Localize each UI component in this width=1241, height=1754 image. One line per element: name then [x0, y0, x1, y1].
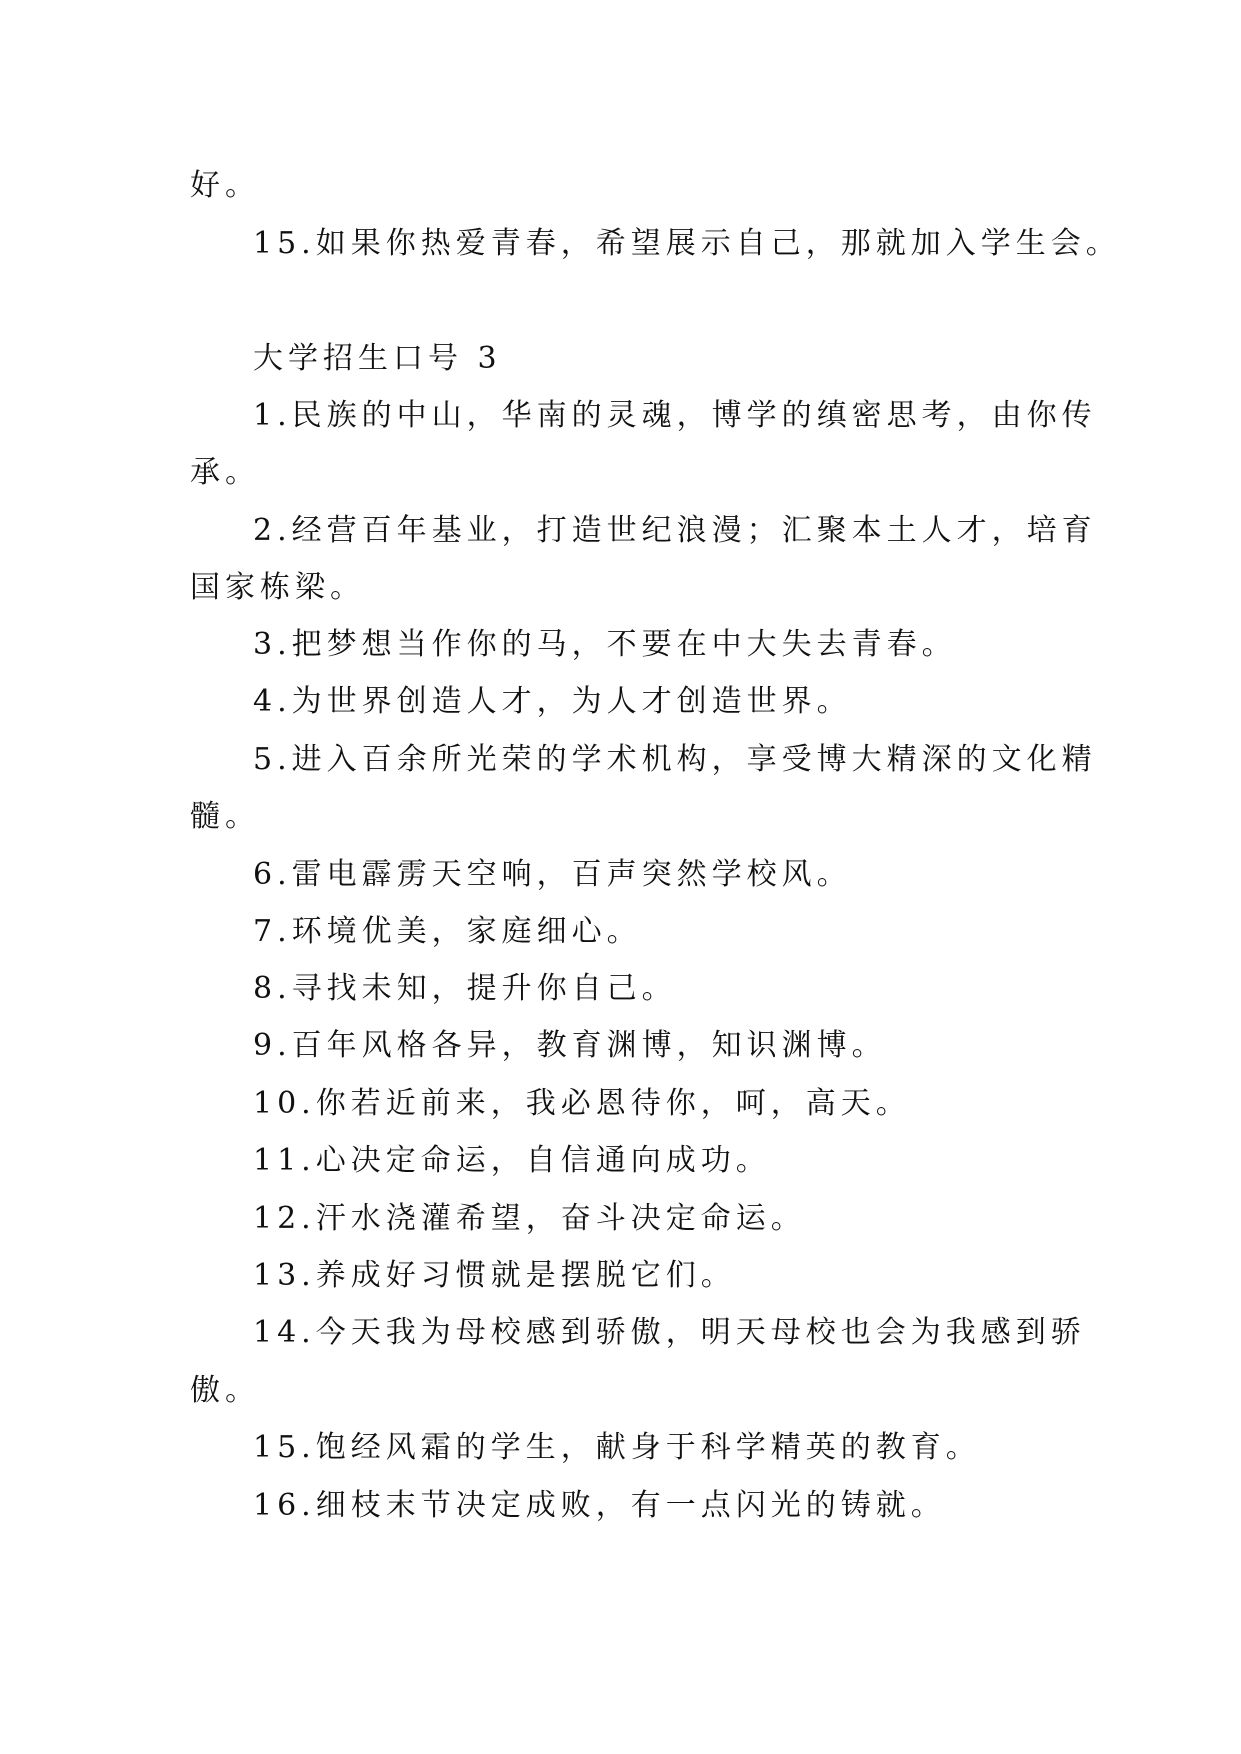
text-line: 承。	[190, 455, 260, 490]
text-line: 10.你若近前来，我必恩待你，呵，高天。	[253, 1086, 911, 1121]
text-line: 国家栋梁。	[190, 570, 365, 605]
text-line: 髓。	[190, 799, 260, 834]
text-line: 5.进入百余所光荣的学术机构，享受博大精深的文化精	[253, 742, 1097, 777]
text-line: 11.心决定命运，自信通向成功。	[253, 1143, 771, 1178]
text-line: 好。	[190, 168, 260, 203]
text-line: 4.为世界创造人才，为人才创造世界。	[253, 684, 852, 719]
text-line: 6.雷电霹雳天空响，百声突然学校风。	[253, 857, 852, 892]
text-line: 13.养成好习惯就是摆脱它们。	[253, 1258, 736, 1293]
text-line: 8.寻找未知，提升你自己。	[253, 971, 677, 1006]
text-line: 2.经营百年基业，打造世纪浪漫；汇聚本土人才，培育	[253, 513, 1097, 548]
text-line: 14.今天我为母校感到骄傲，明天母校也会为我感到骄	[253, 1315, 1086, 1350]
text-line: 15.饱经风霜的学生，献身于科学精英的教育。	[253, 1430, 981, 1465]
section-heading: 大学招生口号 3	[253, 341, 502, 376]
text-line: 1.民族的中山，华南的灵魂，博学的缜密思考，由你传	[253, 398, 1097, 433]
text-line: 7.环境优美，家庭细心。	[253, 914, 642, 949]
text-line: 3.把梦想当作你的马，不要在中大失去青春。	[253, 627, 957, 662]
text-line: 15.如果你热爱青春，希望展示自己，那就加入学生会。	[253, 226, 1121, 261]
text-line: 傲。	[190, 1373, 260, 1408]
text-line: 12.汗水浇灌希望，奋斗决定命运。	[253, 1201, 806, 1236]
text-line: 16.细枝末节决定成败，有一点闪光的铸就。	[253, 1488, 946, 1523]
text-line: 9.百年风格各异，教育渊博，知识渊博。	[253, 1028, 887, 1063]
